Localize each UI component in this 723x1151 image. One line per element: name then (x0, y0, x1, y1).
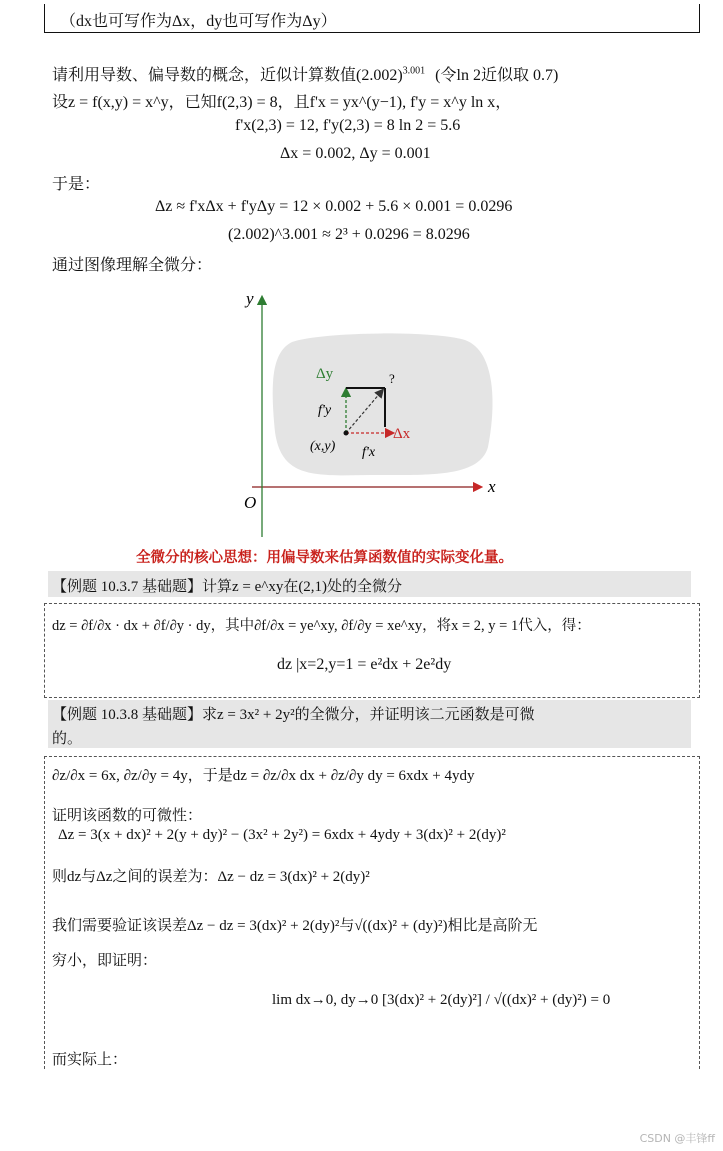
watermark: CSDN @丰锋ff (639, 1132, 715, 1145)
core-idea: 全微分的核心思想：用偏导数来估算函数值的实际变化量。 (136, 550, 513, 566)
example2-verify-line1: 我们需要验证该误差Δz − dz = 3(dx)² + 2(dy)²与√((dx)² + (dy)²)相比是高阶无 (52, 918, 538, 934)
y-axis-label: y (246, 289, 254, 308)
approx-question-tail: (令ln 2近似取 0.7) (435, 67, 559, 84)
approx-question (52, 62, 558, 85)
approx-result: (2.002)^3.001 ≈ 2³ + 0.0296 = 8.0296 (228, 226, 470, 243)
example1-formula: dz = ∂f/∂x · dx + ∂f/∂y · dy，其中∂f/∂x = ye^xy, ∂f/∂y = xe^xy，将x = 2, y = 1代入，得： (52, 618, 591, 634)
fx-label: f'x (362, 445, 376, 460)
example2-title-line1: 【例题 10.3.8 基础题】求z = 3x² + 2y²的全微分，并证明该二元函数是可微 (52, 707, 535, 723)
delta-y-label: Δy (316, 366, 334, 382)
approx-question-exp: 3.001 (402, 65, 426, 77)
increments: Δx = 0.002, Δy = 0.001 (280, 145, 431, 162)
graph-intro: 通过图像理解全微分： (52, 257, 213, 274)
example2-box (44, 756, 700, 1069)
approx-setup: 设z = f(x,y) = x^y，已知f(2,3) = 8，且f'x = yx^(y−1), f'y = x^y ln x， (52, 94, 512, 111)
example2-error: 则dz与Δz之间的误差为：Δz − dz = 3(dx)² + 2(dy)² (52, 869, 370, 885)
example2-actually: 而实际上： (52, 1052, 128, 1068)
example2-verify-line2: 穷小，即证明： (52, 953, 158, 969)
x-axis-label: x (488, 477, 496, 496)
partials-value: f'x(2,3) = 12, f'y(2,3) = 8 ln 2 = 5.6 (235, 117, 461, 134)
fy-label: f'y (318, 403, 332, 418)
example2-limit: lim dx→0, dy→0 [3(dx)² + 2(dy)²] / √((dx)² + (dy)²) = 0 (272, 992, 611, 1008)
point-xy (344, 431, 349, 436)
delta-x-label: Δx (393, 426, 411, 442)
origin-label: O (244, 493, 257, 512)
total-differential-figure (230, 282, 510, 544)
example2-proof-intro: 证明该函数的可微性： (52, 808, 203, 824)
example2-partials: ∂z/∂x = 6x, ∂z/∂y = 4y，于是dz = ∂z/∂x dx + ∂z/∂y dy = 6xdx + 4ydy (52, 768, 475, 784)
approx-question-text: 请利用导数、偏导数的概念，近似计算数值(2.002) (52, 67, 403, 84)
question-mark: ? (389, 371, 395, 386)
header-note: （dx也可写作为Δx，dy也可写作为Δy） (60, 13, 337, 30)
example2-expansion: Δz = 3(x + dx)² + 2(y + dy)² − (3x² + 2y²) = 6xdx + 4ydy + 3(dx)² + 2(dy)² (58, 827, 506, 843)
example2-title-line2: 的。 (52, 731, 83, 747)
delta-z-formula: Δz ≈ f'xΔx + f'yΔy = 12 × 0.002 + 5.6 × 0.001 = 0.0296 (155, 198, 513, 215)
example1-title: 【例题 10.3.7 基础题】计算z = e^xy在(2,1)处的全微分 (52, 579, 403, 595)
point-label: (x,y) (310, 439, 336, 454)
region-blob (273, 333, 493, 475)
example1-result: dz |x=2,y=1 = e²dx + 2e²dy (277, 656, 452, 673)
thus-label: 于是： (52, 176, 101, 193)
